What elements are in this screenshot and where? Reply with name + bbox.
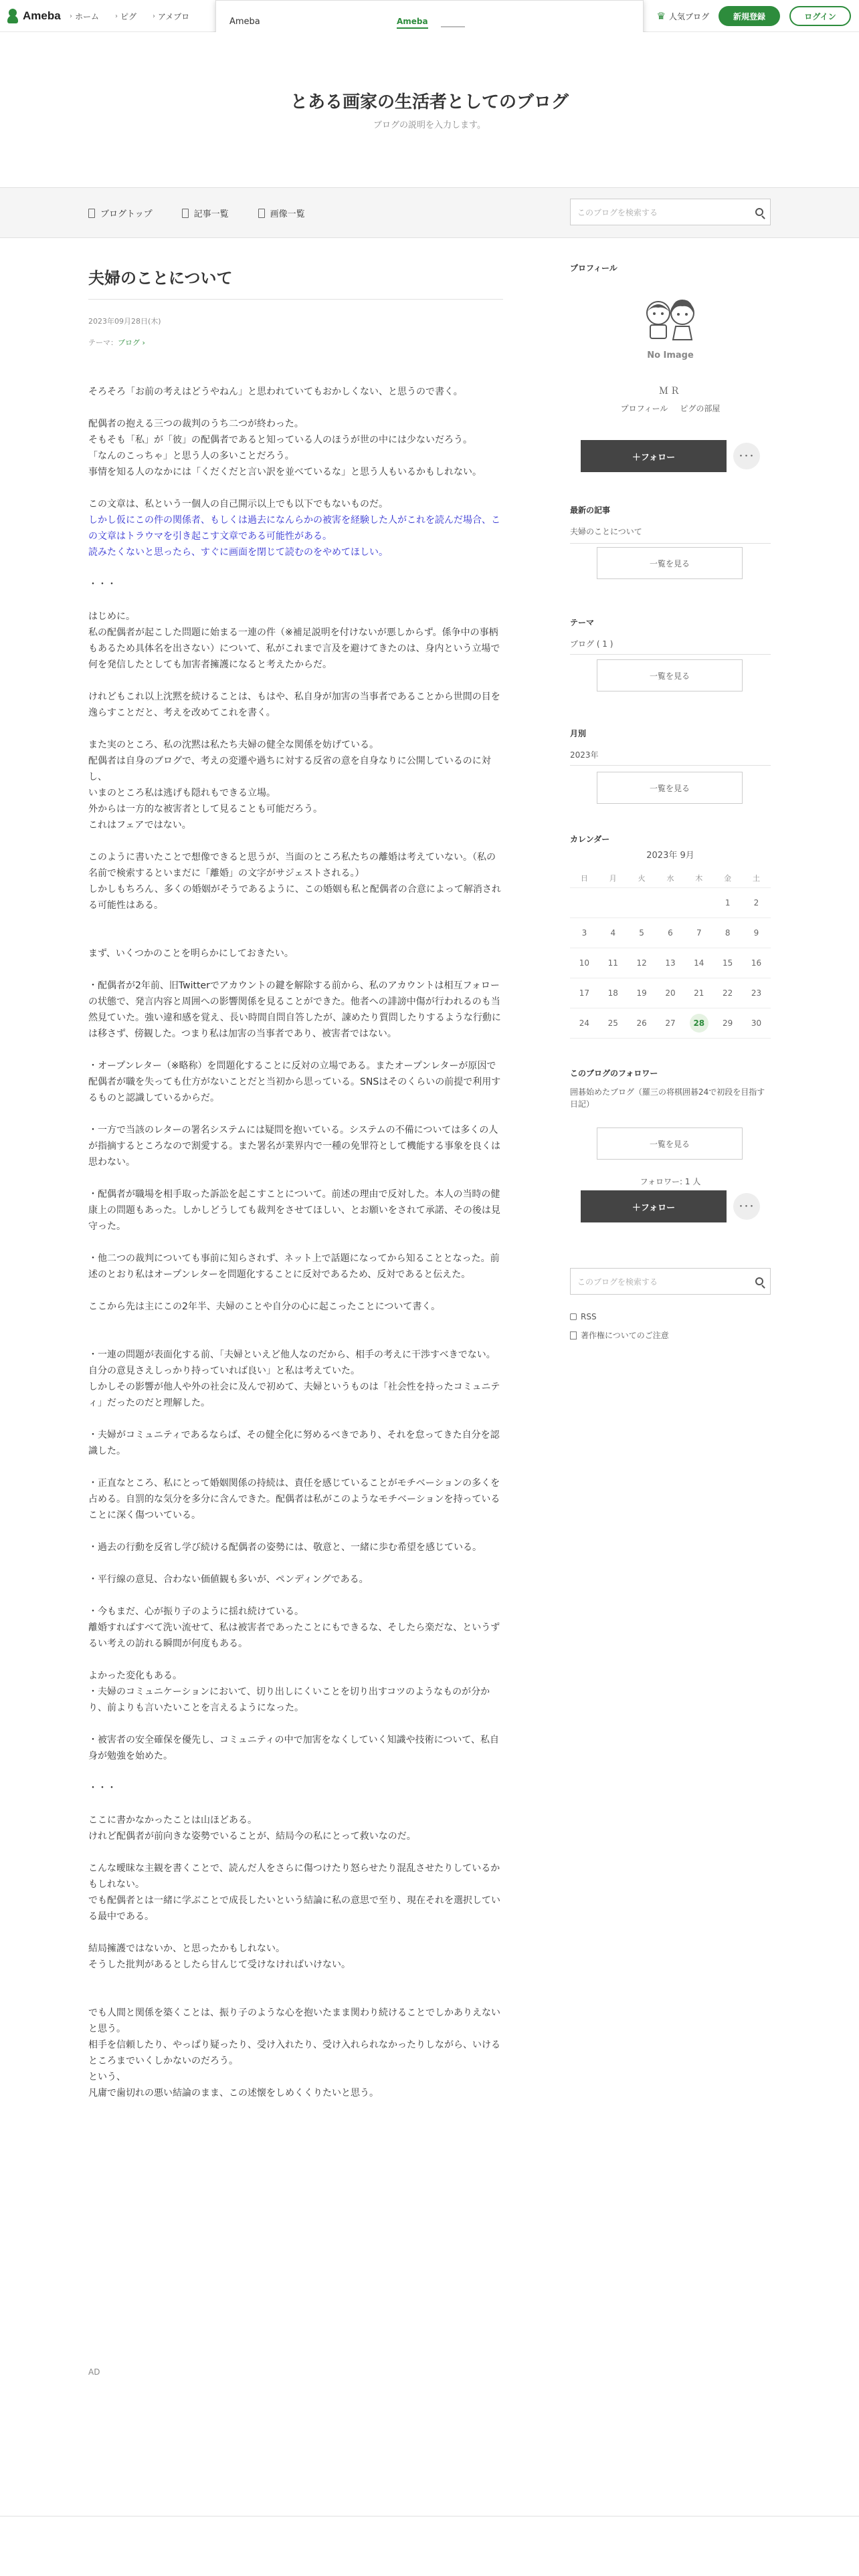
article-paragraph: ・今もまだ、心が振り子のように揺れ続けている。 xyxy=(88,1606,304,1617)
article-paragraph: 離婚すればすべて洗い流せて、私は被害者であったことにもできるな、そしたら楽だな、というずるい考えの訪れる瞬間が何度もある。 xyxy=(88,1622,500,1649)
search-placeholder: このブログを検索する xyxy=(577,207,658,217)
latest-view-list-button[interactable]: 一覧を見る xyxy=(597,547,743,579)
profile-name: ＭＲ xyxy=(659,386,682,397)
profile-link[interactable]: プロフィール xyxy=(620,404,668,413)
article-paragraph: まず、いくつかのことを明らかにしておきたい。 xyxy=(88,948,294,959)
ad-brand: Ameba xyxy=(229,17,260,27)
avatar-icon xyxy=(637,292,704,358)
article-paragraph: そうした批判があるとしたら甘んじて受けなければいけない。 xyxy=(88,1959,351,1970)
followers-heading: このブログのフォロワー xyxy=(570,1069,658,1078)
profile-heading: プロフィール xyxy=(570,263,617,273)
paragraph-spacer xyxy=(88,962,503,978)
rss-link[interactable] xyxy=(570,1312,597,1321)
blog-search-input[interactable] xyxy=(570,199,771,225)
calendar-week-row xyxy=(570,1008,771,1039)
follower-blog-link[interactable]: 囲碁始めたブログ（羅三の将棋囲碁24で初段を目指す日記） xyxy=(570,1087,765,1109)
calendar-day[interactable]: 15 xyxy=(723,958,733,968)
more-options-button-2[interactable]: ･･･ xyxy=(733,1193,760,1220)
article-paragraph: ・平行線の意見、合わない価値観も多いが、ペンディングである。 xyxy=(88,1574,369,1585)
ameba-logo[interactable] xyxy=(7,8,61,24)
calendar-day[interactable]: 1 xyxy=(725,898,731,907)
calendar-week-row xyxy=(570,978,771,1008)
article-paragraph: しかし仮にこの件の関係者、もしくは過去になんらかの被害を経験した人がこれを読んだ場合、この文章はトラウマを引き起こす文章である可能性がある。 xyxy=(88,515,500,542)
logo-text: Ameba xyxy=(23,9,61,22)
paragraph-spacer xyxy=(88,1925,503,1941)
article-paragraph: そろそろ「お前の考えはどうやねん」と思われていてもおかしくない、と思うので書く。 xyxy=(88,387,463,397)
more-options-button[interactable]: ･･･ xyxy=(733,443,760,469)
paragraph-spacer xyxy=(88,721,503,737)
paragraph-spacer xyxy=(88,1652,503,1668)
article-paragraph: これはフェアではない。 xyxy=(88,820,191,831)
paragraph-spacer xyxy=(88,593,503,609)
follow-button[interactable]: ＋フォロー xyxy=(581,440,727,472)
paragraph-spacer xyxy=(88,400,503,416)
paragraph-spacer xyxy=(88,1973,503,1989)
article-paragraph: でも配偶者とは一緒に学ぶことで成長したいという結論に私の意思で至り、現在それを選択している最中である。 xyxy=(88,1895,500,1922)
calendar-day[interactable]: 20 xyxy=(665,988,676,998)
calendar-day[interactable]: 13 xyxy=(665,958,676,968)
divider xyxy=(570,765,771,766)
article-paragraph: ・被害者の安全確保を優先し、コミュニティの中で加害をなくしていく知識や技術について、私自身が勉強を始めた。 xyxy=(88,1735,500,1761)
paragraph-spacer xyxy=(88,1042,503,1058)
paragraph-spacer xyxy=(88,1106,503,1122)
calendar-day[interactable]: 19 xyxy=(636,988,647,998)
divider xyxy=(570,543,771,544)
article-paragraph: 配偶者の抱える三つの裁判のうち二つが終わった。 xyxy=(88,419,304,429)
calendar-week-row xyxy=(570,888,771,918)
global-nav-pig[interactable] xyxy=(115,11,136,22)
divider xyxy=(570,654,771,655)
register-button[interactable]: 新規登録 xyxy=(719,6,780,26)
article-paragraph: 凡庸で歯切れの悪い結論のまま、この述懐をしめくくりたいと思う。 xyxy=(88,2088,379,2099)
calendar-day[interactable]: 24 xyxy=(579,1018,590,1028)
calendar-day[interactable]: 5 xyxy=(639,928,644,938)
paragraph-spacer xyxy=(88,1588,503,1604)
calendar-day[interactable] xyxy=(684,1014,713,1033)
global-nav-label: アメブロ xyxy=(158,12,190,21)
paragraph-spacer xyxy=(88,1555,503,1572)
paragraph-spacer xyxy=(88,1331,503,1347)
article-paragraph: 私の配偶者が起こした問題に始まる一連の件（※補足説明を付けないが悪しからず。係争中の事柄もあるため具体名を出さない）について、私がこれまで言及を避けてきたのは、身内という立場で何を発信したとしても加害者擁護になると考えたからだ。 xyxy=(88,627,500,670)
blog-nav xyxy=(0,187,859,238)
calendar-day[interactable]: 7 xyxy=(696,928,702,938)
theme-label: テーマ： xyxy=(88,338,118,347)
calendar-day[interactable]: 4 xyxy=(610,928,616,938)
calendar-day[interactable]: 12 xyxy=(636,958,647,968)
copyright-link[interactable] xyxy=(570,1329,669,1341)
paragraph-spacer xyxy=(88,673,503,689)
paragraph-spacer xyxy=(88,1844,503,1860)
article-title[interactable]: 夫婦のことについて xyxy=(88,265,503,300)
monthly-heading: 月別 xyxy=(570,729,587,738)
popular-blog-link[interactable] xyxy=(657,10,709,22)
copyright-label: 著作権についてのご注意 xyxy=(581,1331,669,1340)
calendar-day[interactable]: 29 xyxy=(723,1018,733,1028)
calendar-day[interactable]: 22 xyxy=(723,988,733,998)
calendar-week-row xyxy=(570,918,771,948)
calendar-day[interactable]: 25 xyxy=(607,1018,618,1028)
page-icon xyxy=(88,209,95,218)
article-paragraph: けれどもこれ以上沈黙を続けることは、もはや、私自身が加害の当事者であることから世間の目を逸らすことだと、考えを改めてこれを書く。 xyxy=(88,691,500,718)
paragraph-spacer xyxy=(88,1315,503,1331)
nav-image-list[interactable] xyxy=(258,207,305,219)
chevron-right-icon: › xyxy=(140,338,145,347)
nav-article-list[interactable] xyxy=(182,207,229,219)
calendar-day[interactable]: 16 xyxy=(751,958,762,968)
article-paragraph: ・一方で当該のレターの署名システムには疑問を抱いている。システムの不備については多くの人が指摘するところなので割愛する。また署名が業界内で一種の免罪符として機能する事象を良くは思わない。 xyxy=(88,1125,500,1168)
theme-heading: テーマ xyxy=(570,618,595,627)
article-paragraph: しかしその影響が他人や外の社会に及んで初めて、夫婦というものは「社会性を持ったコミュニティ」だったのだと理解した。 xyxy=(88,1382,500,1408)
article-paragraph: 相手を信頼したり、やっぱり疑ったり、受け入れたり、受け入れられなかったりしながら、いけるところまでいくしかないのだろう。 xyxy=(88,2040,500,2066)
search-icon[interactable] xyxy=(755,208,763,216)
article-paragraph: この文章は、私という一個人の自己開示以上でも以下でもないものだ。 xyxy=(88,499,388,510)
calendar-weekday: 火 xyxy=(638,873,646,883)
pig-room-link[interactable]: ピグの部屋 xyxy=(680,404,721,413)
article-paragraph: しかしもちろん、多くの婚姻がそうであるように、この婚姻も私と配偶者の合意によって解消される可能性はある。 xyxy=(88,884,501,911)
calendar-weekday: 金 xyxy=(724,873,732,883)
global-nav-label: ピグ xyxy=(120,12,137,21)
header-actions xyxy=(657,6,851,26)
article-paragraph: また実のところ、私の沈黙は私たち夫婦の健全な関係を妨げている。 xyxy=(88,740,379,750)
paragraph-spacer xyxy=(88,930,503,946)
image-icon xyxy=(258,209,265,218)
nav-label: ブログトップ xyxy=(100,209,153,219)
article-paragraph: ・夫婦のコミュニケーションにおいて、切り出しにくいことを切り出すコツのようなものが分かり、前よりも言いたいことを言えるようになった。 xyxy=(88,1687,490,1713)
theme-item-link[interactable]: ブログ ( 1 ) xyxy=(570,639,613,649)
calendar-weekday-row xyxy=(570,868,771,888)
calendar-weekday: 木 xyxy=(695,873,703,883)
latest-article-link[interactable]: 夫婦のことについて xyxy=(570,527,642,536)
nav-blog-top[interactable] xyxy=(88,207,153,219)
article-paragraph: ・配偶者が職場を相手取った訴訟を起こすことについて。前述の理由で反対した。本人の当時の健康上の問題もあった。しかしどうしても裁判をさせてほしい、とお願いをされて承諾、その後は見守った。 xyxy=(88,1189,500,1232)
sidebar-search-input[interactable] xyxy=(570,1268,771,1295)
calendar-day[interactable]: 26 xyxy=(636,1018,647,1028)
ad-label: AD xyxy=(88,2367,100,2377)
article-paragraph: 読みたくないと思ったら、すぐに画面を閉じて読むのをやめてほしい。 xyxy=(88,547,388,558)
chevron-right-icon: › xyxy=(115,13,118,20)
crown-icon: ♛ xyxy=(656,10,666,22)
calendar-today[interactable]: 28 xyxy=(690,1014,708,1033)
article-paragraph: ・オープンレター（※略称）を問題化することに反対の立場である。またオープンレターが原因で配偶者が職を失っても仕方がないことだと当初から思っている。SNSはそのくらいの前提で利用するものと認識しているからだ。 xyxy=(88,1061,501,1103)
global-nav xyxy=(70,11,189,22)
calendar-day[interactable]: 9 xyxy=(753,928,759,938)
calendar-weekday: 土 xyxy=(752,873,760,883)
calendar-day[interactable]: 17 xyxy=(579,988,590,998)
article-paragraph: ・・・ xyxy=(88,579,116,590)
paragraph-spacer xyxy=(88,480,503,496)
rss-label: RSS xyxy=(581,1312,597,1321)
article-paragraph: よかった変化もある。 xyxy=(88,1671,182,1681)
article-paragraph: はじめに。 xyxy=(88,611,135,622)
calendar-day[interactable]: 8 xyxy=(725,928,731,938)
calendar-grid xyxy=(570,868,771,1039)
article-paragraph: ・過去の行動を反省し学び続ける配偶者の姿勢には、敬意と、一緒に歩む希望を感じている。 xyxy=(88,1542,482,1553)
calendar-day[interactable]: 11 xyxy=(607,958,618,968)
monthly-item-link[interactable]: 2023年 xyxy=(570,750,599,760)
article-paragraph: ・・・ xyxy=(88,1783,116,1794)
blog-header xyxy=(0,32,859,187)
article-paragraph: ・夫婦がコミュニティであるならば、その健全化に努めるべきであり、それを怠ってきた自分を認識した。 xyxy=(88,1430,500,1457)
calendar-day[interactable]: 30 xyxy=(751,1018,762,1028)
latest-heading: 最新の記事 xyxy=(570,506,611,515)
profile-links xyxy=(570,403,771,414)
search-placeholder: このブログを検索する xyxy=(577,1277,658,1287)
article-paragraph: けれど配偶者が前向きな姿勢でいることが、結局今の私にとって救いなのだ。 xyxy=(88,1831,416,1842)
follow-button-2[interactable]: ＋フォロー xyxy=(581,1190,727,1222)
article-theme xyxy=(88,337,145,348)
article-paragraph: 外からは一方的な被害者として見ることも可能だろう。 xyxy=(88,804,322,815)
page-icon xyxy=(182,209,189,218)
paragraph-spacer xyxy=(88,1523,503,1539)
calendar-day[interactable]: 23 xyxy=(751,988,762,998)
article-paragraph: 配偶者は自身のブログで、考えの変遷や過ちに対する反省の意を自身なりに公開しているのに対し、 xyxy=(88,756,491,782)
article-paragraph: ここに書かなかったことは山ほどある。 xyxy=(88,1815,257,1826)
chevron-right-icon: › xyxy=(70,13,72,20)
search-icon[interactable] xyxy=(755,1277,763,1285)
article-paragraph: 事情を知る人のなかには「くだくだと言い訳を並べているな」と思う人もいるかもしれない。 xyxy=(88,467,482,477)
calendar-day[interactable]: 3 xyxy=(581,928,587,938)
article-paragraph: こんな曖昧な主観を書くことで、読んだ人をさらに傷つけたり怒らせたり混乱させたりしているかもしれない。 xyxy=(88,1863,500,1890)
article-paragraph: 結局擁護ではないか、と思ったかもしれない。 xyxy=(88,1943,285,1954)
calendar-day[interactable]: 18 xyxy=(607,988,618,998)
calendar-weekday: 日 xyxy=(580,873,588,883)
popular-blog-label: 人気ブログ xyxy=(668,11,709,21)
article-paragraph: このように書いたことで想像できると思うが、当面のところ私たちの離婚は考えていない。（私の名前で検索するといまだに「離婚」の文字がサジェストされる。） xyxy=(88,852,496,879)
paragraph-spacer xyxy=(88,560,503,576)
calendar-day[interactable]: 10 xyxy=(579,958,590,968)
ad-underline xyxy=(441,26,465,27)
article-body xyxy=(88,384,503,2101)
article-paragraph: ・一連の問題が表面化する前、「夫婦といえど他人なのだから、相手の考えに干渉すべきでない。自分の意見さえしっかり持っていれば良い」と私は考えていた。 xyxy=(88,1350,496,1376)
article-paragraph: でも人間と関係を築くことは、振り子のような心を抱いたまま関わり続けることでしかありえないと思う。 xyxy=(88,2008,500,2034)
theme-link[interactable]: ブログ xyxy=(118,338,140,347)
calendar-day[interactable]: 21 xyxy=(694,988,704,998)
article-date: 2023年09月28日(木) xyxy=(88,317,161,326)
article-paragraph: という、 xyxy=(88,2072,126,2082)
avatar[interactable] xyxy=(637,292,704,358)
article-paragraph: いまのところ私は逃げも隠れもできる立場。 xyxy=(88,788,276,798)
calendar-heading: カレンダー xyxy=(570,835,610,844)
paragraph-spacer xyxy=(88,1170,503,1186)
article-paragraph: そもそも「私」が「彼」の配偶者であると知っている人のほうが世の中には少ないだろう。 xyxy=(88,435,472,445)
rss-icon xyxy=(570,1313,577,1320)
article-paragraph: ここから先は主にこの2年半、夫婦のことや自分の心に起こったことについて書く。 xyxy=(88,1301,441,1312)
paragraph-spacer xyxy=(88,914,503,930)
calendar xyxy=(570,848,771,1028)
nav-label: 記事一覧 xyxy=(193,209,229,219)
blog-title[interactable]: とある画家の生活者としてのブログ xyxy=(290,92,569,112)
paragraph-spacer xyxy=(88,1796,503,1812)
calendar-weekday: 水 xyxy=(666,873,674,883)
ameba-logo-icon xyxy=(7,9,19,23)
paragraph-spacer xyxy=(88,1989,503,2005)
login-button[interactable]: ログイン xyxy=(789,6,851,26)
paragraph-spacer xyxy=(88,1283,503,1299)
paragraph-spacer xyxy=(88,1764,503,1780)
theme-view-list-button[interactable]: 一覧を見る xyxy=(597,659,743,691)
paragraph-spacer xyxy=(88,1716,503,1732)
calendar-day[interactable]: 27 xyxy=(665,1018,676,1028)
global-nav-label: ホーム xyxy=(75,12,100,21)
calendar-day[interactable]: 2 xyxy=(753,898,759,907)
article-paragraph: 「なんのこっちゃ」と思う人の多いことだろう。 xyxy=(88,451,294,461)
global-nav-home[interactable] xyxy=(70,11,99,22)
article-paragraph: ・正直なところ、私にとって婚姻関係の持続は、責任を感じていることがモチベーションの多くを占める。自罰的な気分を多分に含んできた。配偶者は私がこのようなモチベーションを持っていることに深く傷ついている。 xyxy=(88,1478,500,1521)
article-paragraph: ・配偶者が2年前、旧Twitterでアカウントの鍵を解除する前から、私のアカウントは相互フォローの状態で、発言内容と周囲への影響関係を見ることができた。他者への誹謗中傷が行われるのも当然見ていた。強い違和感を覚え、長い時間自問自答したが、諌めたり質問したりするような行動には移さず、傍観した。つまり私は加害の当事者であり、被害者ではない。 xyxy=(88,980,501,1039)
document-icon xyxy=(570,1331,577,1339)
global-nav-ameblo[interactable] xyxy=(153,11,189,22)
no-image-label: No Image xyxy=(647,350,694,360)
article-paragraph: ・他二つの裁判についても事前に知らされず、ネット上で話題になってから知ることとなった。前述のとおり私はオープンレターを問題化することに反対であるため、反対であると伝えた。 xyxy=(88,1253,500,1280)
calendar-weekday: 月 xyxy=(609,873,617,883)
nav-label: 画像一覧 xyxy=(270,209,305,219)
chevron-right-icon: › xyxy=(153,13,156,20)
paragraph-spacer xyxy=(88,1459,503,1475)
paragraph-spacer xyxy=(88,1411,503,1427)
followers-view-list-button[interactable]: 一覧を見る xyxy=(597,1128,743,1160)
follower-count: フォロワー: 1 人 xyxy=(640,1177,701,1186)
paragraph-spacer xyxy=(88,1235,503,1251)
calendar-day[interactable]: 6 xyxy=(668,928,673,938)
calendar-title: 2023年 9月 xyxy=(646,851,694,861)
calendar-week-row xyxy=(570,948,771,978)
ad-link[interactable]: Ameba xyxy=(397,17,428,29)
monthly-view-list-button[interactable]: 一覧を見る xyxy=(597,772,743,804)
calendar-day[interactable]: 14 xyxy=(694,958,704,968)
blog-description: ブログの説明を入力します。 xyxy=(373,120,486,130)
paragraph-spacer xyxy=(88,833,503,849)
